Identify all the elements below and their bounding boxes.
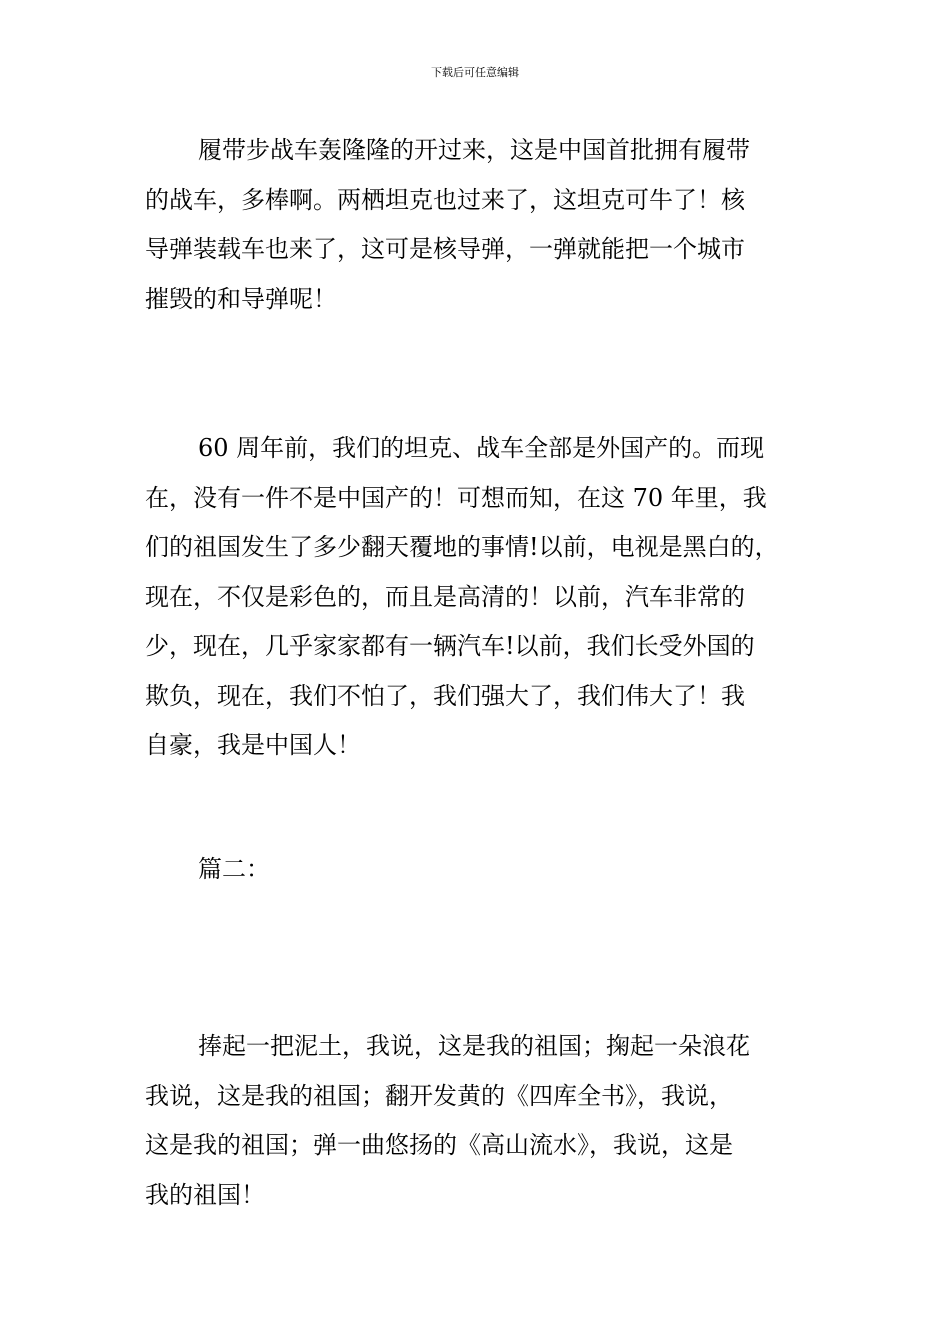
paragraph-my-motherland <box>145 1022 810 1220</box>
text-line: 60 周年前，我们的坦克、战车全部是外国产的。而现 <box>198 434 765 462</box>
text-line: 欺负，现在，我们不怕了，我们强大了，我们伟大了！我 <box>145 681 745 710</box>
text-line: 的战车，多棒啊。两栖坦克也过来了，这坦克可牛了！核 <box>145 185 745 214</box>
text-line: 这是我的祖国；弹一曲悠扬的《高山流水》，我说，这是 <box>145 1131 733 1159</box>
paragraph-then-and-now <box>145 424 810 771</box>
text-line: 我说，这是我的祖国；翻开发黄的《四库全书》，我说， <box>145 1081 733 1110</box>
page-header-note: 下载后可任意编辑 <box>431 66 519 79</box>
text-line: 自豪，我是中国人！ <box>145 731 361 759</box>
text-line: 摧毁的和导弹呢！ <box>145 284 337 313</box>
section-heading-text: 篇二： <box>198 855 270 883</box>
text-line: 们的祖国发生了多少翻天覆地的事情!以前，电视是黑白的， <box>145 533 779 561</box>
text-line: 少，现在，几乎家家都有一辆汽车!以前，我们长受外国的 <box>145 632 755 660</box>
text-line: 在，没有一件不是中国产的！可想而知，在这 70 年里，我 <box>145 483 767 512</box>
text-line: 捧起一把泥土，我说，这是我的祖国；掬起一朵浪花 <box>198 1032 750 1060</box>
section-heading <box>145 845 810 895</box>
paragraph-military-vehicles <box>145 126 810 324</box>
text-line: 履带步战车轰隆隆的开过来，这是中国首批拥有履带 <box>198 136 750 164</box>
text-line: 我的祖国！ <box>145 1180 265 1209</box>
text-line: 现在，不仅是彩色的，而且是高清的！以前，汽车非常的 <box>145 582 745 611</box>
text-line: 导弹装载车也来了，这可是核导弹，一弹就能把一个城市 <box>145 235 745 263</box>
